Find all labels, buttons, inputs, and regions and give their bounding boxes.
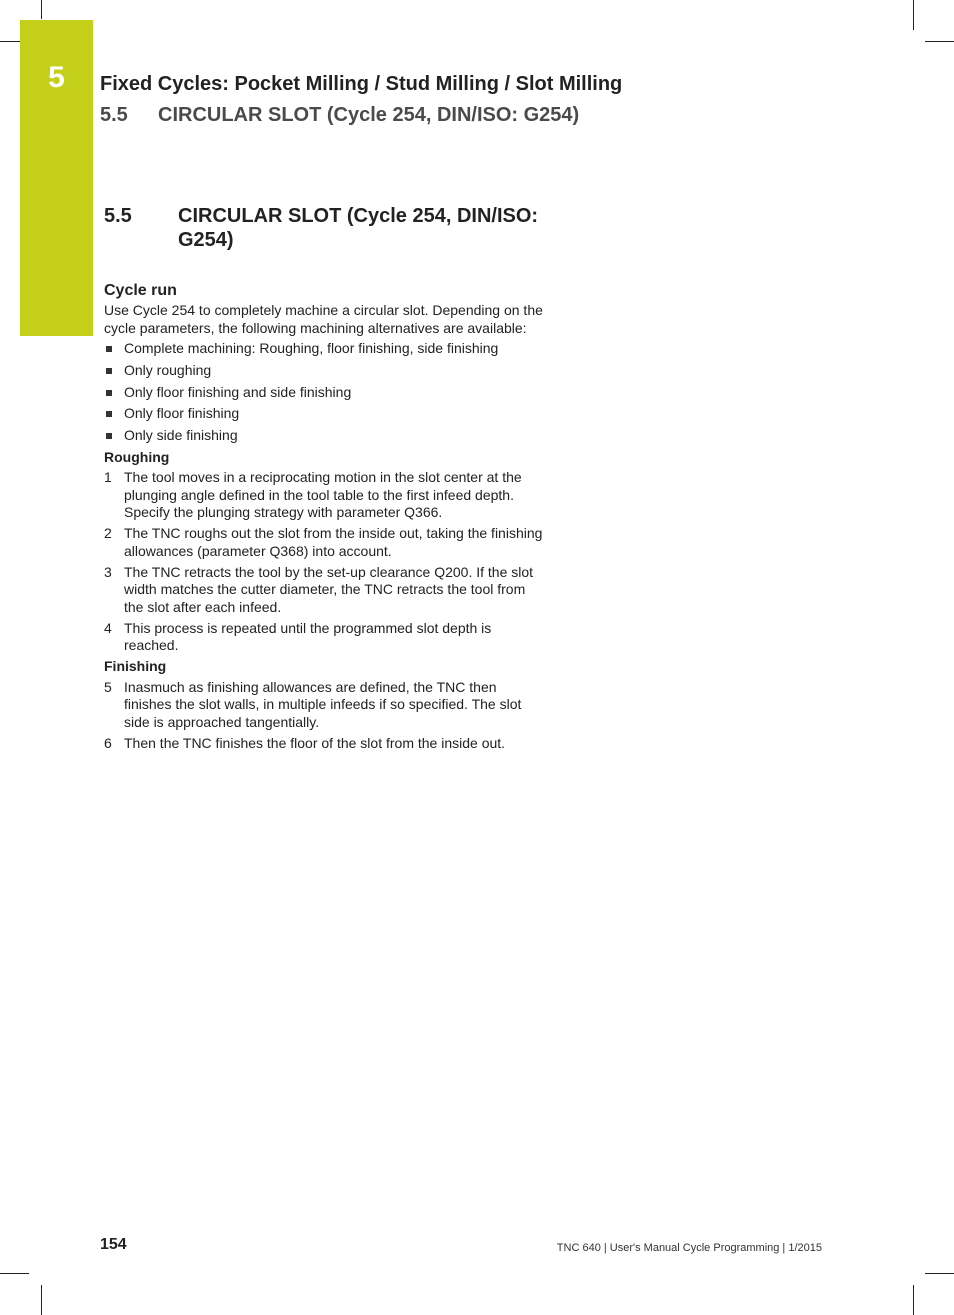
list-item: Only side finishing: [104, 427, 544, 445]
crop-mark: [925, 1273, 954, 1274]
step-item: 1 The tool moves in a reciprocating motion in the slot center at the plunging angle defined in the tool table to the first infeed depth. Specify the plunging strategy with parameter Q366.: [104, 469, 522, 521]
crop-mark: [41, 1285, 42, 1315]
section-number: 5.5: [104, 205, 132, 227]
section-title-line1: CIRCULAR SLOT (Cycle 254, DIN/ISO:: [178, 205, 539, 227]
running-section-number: 5.5: [100, 104, 128, 126]
chapter-number: 5: [48, 61, 65, 94]
finishing-heading: Finishing: [104, 658, 167, 675]
chapter-title: Fixed Cycles: Pocket Milling / Stud Milling / Slot Milling: [100, 73, 623, 95]
page-number: 154: [100, 1236, 127, 1253]
running-section-title: CIRCULAR SLOT (Cycle 254, DIN/ISO: G254): [158, 104, 580, 126]
step-item: 3 The TNC retracts the tool by the set-up clearance Q200. If the slot width matches the cutter diameter, the TNC retracts the tool from the slot after each infeed.: [104, 563, 534, 615]
section-heading: [104, 204, 544, 252]
crop-mark: [0, 41, 21, 42]
crop-mark: [0, 1273, 29, 1274]
bullet-square-icon: [106, 390, 112, 396]
cycle-run-heading: Cycle run: [104, 282, 177, 299]
roughing-steps: [104, 469, 544, 655]
bullet-square-icon: [106, 411, 112, 417]
crop-mark: [41, 0, 42, 19]
step-item: 2 The TNC roughs out the slot from the inside out, taking the finishing allowances (parameter Q368) into account.: [104, 525, 543, 559]
roughing-heading: Roughing: [104, 448, 170, 465]
section-title: [178, 204, 538, 252]
cycle-run-intro: Use Cycle 254 to completely machine a circular slot. Depending on the cycle parameters, the following machining alternatives are available:: [104, 302, 543, 336]
list-item: Only floor finishing: [104, 405, 544, 423]
list-item: Only roughing: [104, 362, 544, 380]
main-content: [104, 204, 544, 756]
crop-mark: [925, 41, 954, 42]
list-item: Only floor finishing and side finishing: [104, 384, 544, 402]
section-title-line2: G254): [178, 229, 234, 251]
running-section-header: [100, 104, 579, 127]
list-item: Complete machining: Roughing, floor finishing, side finishing: [104, 340, 544, 358]
footer-text: TNC 640 | User's Manual Cycle Programming | 1/2015: [556, 1242, 822, 1254]
step-item: 6 Then the TNC finishes the floor of the slot from the inside out.: [104, 734, 506, 751]
finishing-steps: [104, 679, 544, 753]
crop-mark: [913, 1285, 914, 1315]
bullet-square-icon: [106, 433, 112, 439]
bullet-square-icon: [106, 346, 112, 352]
step-item: 5 Inasmuch as finishing allowances are defined, the TNC then finishes the slot walls, in multiple infeeds if so specified. The slot side is approached tangentially.: [104, 678, 522, 730]
bullet-square-icon: [106, 368, 112, 374]
alternatives-list: [104, 340, 544, 445]
step-item: 4 This process is repeated until the programmed slot depth is reached.: [104, 619, 492, 654]
crop-mark: [913, 0, 914, 30]
